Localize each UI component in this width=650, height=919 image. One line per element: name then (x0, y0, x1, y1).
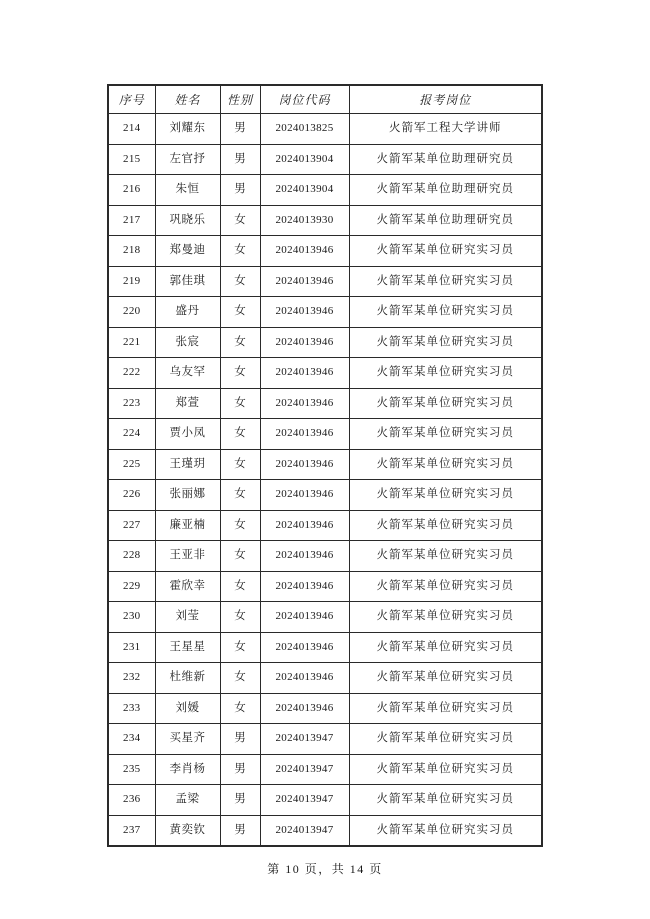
table-cell: 235 (108, 754, 155, 785)
table-cell: 227 (108, 510, 155, 541)
table-cell: 男 (220, 785, 260, 816)
table-cell: 郑曼迪 (155, 236, 220, 267)
table-cell: 贾小凤 (155, 419, 220, 450)
table-cell: 女 (220, 632, 260, 663)
table-row (108, 236, 542, 267)
table-row (108, 785, 542, 816)
table-row (108, 175, 542, 206)
table-row (108, 297, 542, 328)
table-cell: 火箭军某单位助理研究员 (349, 175, 542, 206)
table-cell: 火箭军某单位研究实习员 (349, 480, 542, 511)
table-cell: 236 (108, 785, 155, 816)
table-cell: 火箭军某单位研究实习员 (349, 602, 542, 633)
table-cell: 2024013946 (260, 327, 349, 358)
page-footer: 第 10 页，共 14 页 (267, 862, 383, 876)
table-row (108, 724, 542, 755)
table-cell: 火箭军某单位研究实习员 (349, 327, 542, 358)
table-cell: 2024013946 (260, 693, 349, 724)
table-cell: 左官抒 (155, 144, 220, 175)
table-cell: 女 (220, 388, 260, 419)
table-row (108, 205, 542, 236)
column-header-2: 性别 (220, 85, 260, 114)
table-cell: 女 (220, 480, 260, 511)
table-cell: 2024013947 (260, 754, 349, 785)
table-cell: 2024013946 (260, 663, 349, 694)
table-cell: 女 (220, 419, 260, 450)
table-cell: 2024013947 (260, 815, 349, 846)
table-row (108, 419, 542, 450)
column-header-4: 报考岗位 (349, 85, 542, 114)
table-cell: 233 (108, 693, 155, 724)
table-cell: 女 (220, 205, 260, 236)
column-header-1: 姓名 (155, 85, 220, 114)
table-cell: 2024013946 (260, 236, 349, 267)
table-cell: 火箭军工程大学讲师 (349, 114, 542, 145)
table-row (108, 693, 542, 724)
table-cell: 郭佳琪 (155, 266, 220, 297)
table-cell: 2024013946 (260, 419, 349, 450)
table-cell: 219 (108, 266, 155, 297)
table-row (108, 602, 542, 633)
table-cell: 女 (220, 602, 260, 633)
table-body (108, 114, 542, 847)
table-cell: 火箭军某单位研究实习员 (349, 632, 542, 663)
table-cell: 张宸 (155, 327, 220, 358)
table-cell: 火箭军某单位研究实习员 (349, 541, 542, 572)
table-cell: 火箭军某单位研究实习员 (349, 724, 542, 755)
table-cell: 女 (220, 663, 260, 694)
table-cell: 217 (108, 205, 155, 236)
table-cell: 216 (108, 175, 155, 206)
table-cell: 女 (220, 297, 260, 328)
table-cell: 2024013946 (260, 632, 349, 663)
table-cell: 女 (220, 541, 260, 572)
table-cell: 2024013825 (260, 114, 349, 145)
table-row (108, 449, 542, 480)
table-cell: 男 (220, 815, 260, 846)
table-cell: 229 (108, 571, 155, 602)
table-cell: 男 (220, 754, 260, 785)
table-cell: 2024013904 (260, 144, 349, 175)
table-cell: 232 (108, 663, 155, 694)
table-row (108, 815, 542, 846)
table-cell: 女 (220, 693, 260, 724)
column-header-3: 岗位代码 (260, 85, 349, 114)
table-cell: 2024013947 (260, 785, 349, 816)
table-row (108, 510, 542, 541)
table-cell: 火箭军某单位研究实习员 (349, 449, 542, 480)
table-cell: 224 (108, 419, 155, 450)
table-cell: 孟梁 (155, 785, 220, 816)
table-cell: 盛丹 (155, 297, 220, 328)
table-cell: 女 (220, 266, 260, 297)
table-cell: 火箭军某单位研究实习员 (349, 785, 542, 816)
table-cell: 火箭军某单位研究实习员 (349, 754, 542, 785)
table-cell: 女 (220, 236, 260, 267)
table-cell: 220 (108, 297, 155, 328)
table-cell: 2024013946 (260, 358, 349, 389)
table-row (108, 327, 542, 358)
table-cell: 男 (220, 175, 260, 206)
table-cell: 225 (108, 449, 155, 480)
table-cell: 火箭军某单位研究实习员 (349, 571, 542, 602)
table-cell: 女 (220, 358, 260, 389)
table-cell: 男 (220, 114, 260, 145)
table-row (108, 571, 542, 602)
table-cell: 2024013946 (260, 266, 349, 297)
table-cell: 2024013947 (260, 724, 349, 755)
table-cell: 女 (220, 510, 260, 541)
table-cell: 火箭军某单位研究实习员 (349, 663, 542, 694)
table-cell: 火箭军某单位研究实习员 (349, 266, 542, 297)
table-row (108, 632, 542, 663)
table-cell: 火箭军某单位研究实习员 (349, 693, 542, 724)
table-row (108, 144, 542, 175)
table-cell: 火箭军某单位研究实习员 (349, 236, 542, 267)
table-cell: 234 (108, 724, 155, 755)
table-cell: 2024013930 (260, 205, 349, 236)
header-row (108, 85, 542, 114)
table-cell: 火箭军某单位研究实习员 (349, 358, 542, 389)
table-row (108, 663, 542, 694)
table-cell: 2024013946 (260, 480, 349, 511)
table-cell: 巩晓乐 (155, 205, 220, 236)
table-cell: 2024013946 (260, 602, 349, 633)
table-cell: 霍欣幸 (155, 571, 220, 602)
table-cell: 男 (220, 724, 260, 755)
table-cell: 218 (108, 236, 155, 267)
table-cell: 火箭军某单位助理研究员 (349, 144, 542, 175)
table-cell: 230 (108, 602, 155, 633)
table-cell: 王星星 (155, 632, 220, 663)
table-cell: 228 (108, 541, 155, 572)
table-cell: 乌友罕 (155, 358, 220, 389)
table-cell: 214 (108, 114, 155, 145)
table-cell: 223 (108, 388, 155, 419)
table-cell: 郑萱 (155, 388, 220, 419)
table-cell: 黄奕钦 (155, 815, 220, 846)
table-cell: 火箭军某单位研究实习员 (349, 815, 542, 846)
table-cell: 刘媛 (155, 693, 220, 724)
table-cell: 朱恒 (155, 175, 220, 206)
table-cell: 231 (108, 632, 155, 663)
table-cell: 女 (220, 327, 260, 358)
table-cell: 226 (108, 480, 155, 511)
table-cell: 女 (220, 449, 260, 480)
table-cell: 2024013904 (260, 175, 349, 206)
table-cell: 2024013946 (260, 571, 349, 602)
table-cell: 李肖杨 (155, 754, 220, 785)
table-cell: 2024013946 (260, 541, 349, 572)
table-row (108, 266, 542, 297)
table-cell: 刘耀东 (155, 114, 220, 145)
table-cell: 买星齐 (155, 724, 220, 755)
table-cell: 2024013946 (260, 388, 349, 419)
roster-table (107, 84, 543, 847)
table-cell: 王瑾玥 (155, 449, 220, 480)
table-cell: 215 (108, 144, 155, 175)
table-cell: 男 (220, 144, 260, 175)
table-cell: 2024013946 (260, 297, 349, 328)
column-header-0: 序号 (108, 85, 155, 114)
table-row (108, 480, 542, 511)
table-cell: 张丽娜 (155, 480, 220, 511)
table-row (108, 754, 542, 785)
table-row (108, 358, 542, 389)
table-cell: 火箭军某单位助理研究员 (349, 205, 542, 236)
table-cell: 2024013946 (260, 510, 349, 541)
table-cell: 2024013946 (260, 449, 349, 480)
table-cell: 杜维新 (155, 663, 220, 694)
table-cell: 王亚非 (155, 541, 220, 572)
table-cell: 222 (108, 358, 155, 389)
table-cell: 刘莹 (155, 602, 220, 633)
table-cell: 火箭军某单位研究实习员 (349, 419, 542, 450)
table-row (108, 541, 542, 572)
table-cell: 廉亚楠 (155, 510, 220, 541)
table-cell: 火箭军某单位研究实习员 (349, 510, 542, 541)
table-row (108, 114, 542, 145)
table-cell: 女 (220, 571, 260, 602)
table-cell: 火箭军某单位研究实习员 (349, 388, 542, 419)
table-cell: 221 (108, 327, 155, 358)
table-row (108, 388, 542, 419)
table-cell: 237 (108, 815, 155, 846)
table-cell: 火箭军某单位研究实习员 (349, 297, 542, 328)
